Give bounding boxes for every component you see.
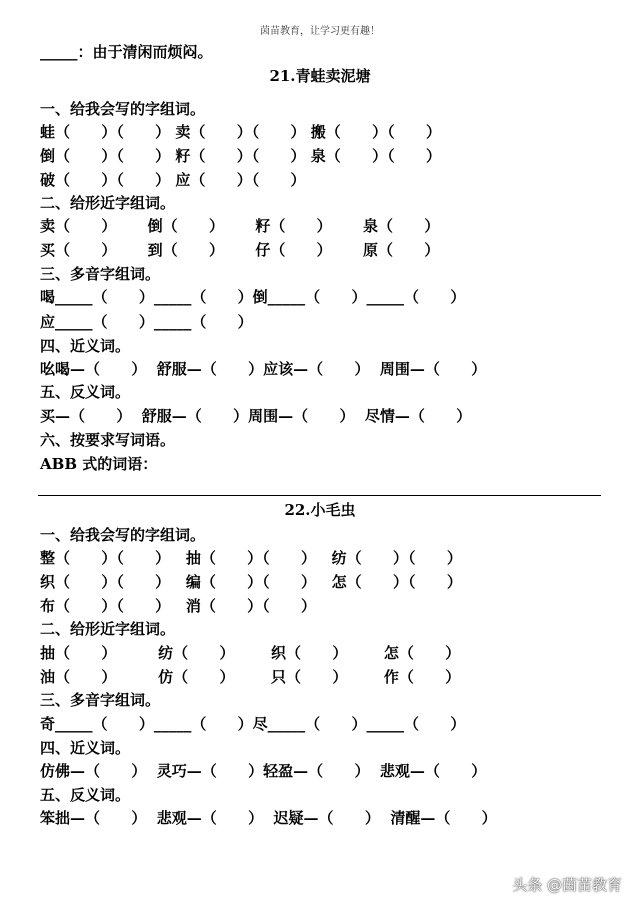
section-heading: 一、给我会写的字组词。 xyxy=(40,526,206,544)
section-heading: 五、反义词。 xyxy=(40,786,131,804)
page-header: 茵苗教育，让学习更有趣！ xyxy=(260,26,380,37)
exercise-row: 倒（ ）（ ） 籽（ ）（ ） 泉（ ）（ ） xyxy=(40,147,441,165)
section-heading: 三、多音字组词。 xyxy=(40,265,161,283)
exercise-row: 布（ ）（ ） 消（ ）（ ） xyxy=(40,597,316,615)
definition-line: _____：由于清闲而烦闷。 xyxy=(40,43,213,61)
section-heading: 五、反义词。 xyxy=(40,383,131,401)
exercise-row: 吆喝—（ ） 舒服—（ ）应该—（ ） 周围—（ ） xyxy=(40,360,487,378)
exercise-row: 笨拙—（ ） 悲观—（ ） 迟疑—（ ） 清醒—（ ） xyxy=(40,809,497,827)
section-heading: 二、给形近字组词。 xyxy=(40,194,176,212)
section-heading: 四、近义词。 xyxy=(40,337,131,355)
watermark-footer: 头条 @茵苗教育 xyxy=(512,876,622,894)
exercise-row: 抽（ ） 纺（ ） 织（ ） 怎（ ） xyxy=(40,644,461,662)
section-heading: 六、按要求写词语。 xyxy=(40,431,176,449)
exercise-row: 破（ ）（ ） 应（ ）（ ） xyxy=(40,171,306,189)
exercise-row: 蛙（ ）（ ） 卖（ ）（ ） 搬（ ）（ ） xyxy=(40,123,441,141)
lesson-21-title: 21.青蛙卖泥塘 xyxy=(269,67,371,85)
exercise-row: 奇_____（ ）_____（ ）尽_____（ ）_____（ ） xyxy=(40,715,466,733)
section-heading: 四、近义词。 xyxy=(40,739,131,757)
exercise-row: 织（ ）（ ） 编（ ）（ ） 怎（ ）（ ） xyxy=(40,573,462,591)
section-heading: 一、给我会写的字组词。 xyxy=(40,100,206,118)
lesson-22-title: 22.小毛虫 xyxy=(284,501,356,519)
exercise-row: 仿佛—（ ） 灵巧—（ ）轻盈—（ ） 悲观—（ ） xyxy=(40,762,487,780)
exercise-row: ABB 式的词语： xyxy=(40,455,158,473)
exercise-row: 卖（ ） 倒（ ） 籽（ ） 泉（ ） xyxy=(40,217,440,235)
exercise-row: 买—（ ） 舒服—（ ）周围—（ ） 尽情—（ ） xyxy=(40,407,472,425)
section-divider xyxy=(38,495,601,496)
section-heading: 二、给形近字组词。 xyxy=(40,620,176,638)
section-heading: 三、多音字组词。 xyxy=(40,691,161,709)
exercise-row: 整（ ）（ ） 抽（ ）（ ） 纺（ ）（ ） xyxy=(40,549,462,567)
exercise-row: 买（ ） 到（ ） 仔（ ） 原（ ） xyxy=(40,241,440,259)
exercise-row: 应_____（ ）_____（ ） xyxy=(40,313,253,331)
exercise-row: 油（ ） 仿（ ） 只（ ） 作（ ） xyxy=(40,668,461,686)
exercise-row: 喝_____（ ）_____（ ）倒_____（ ）_____（ ） xyxy=(40,288,466,306)
